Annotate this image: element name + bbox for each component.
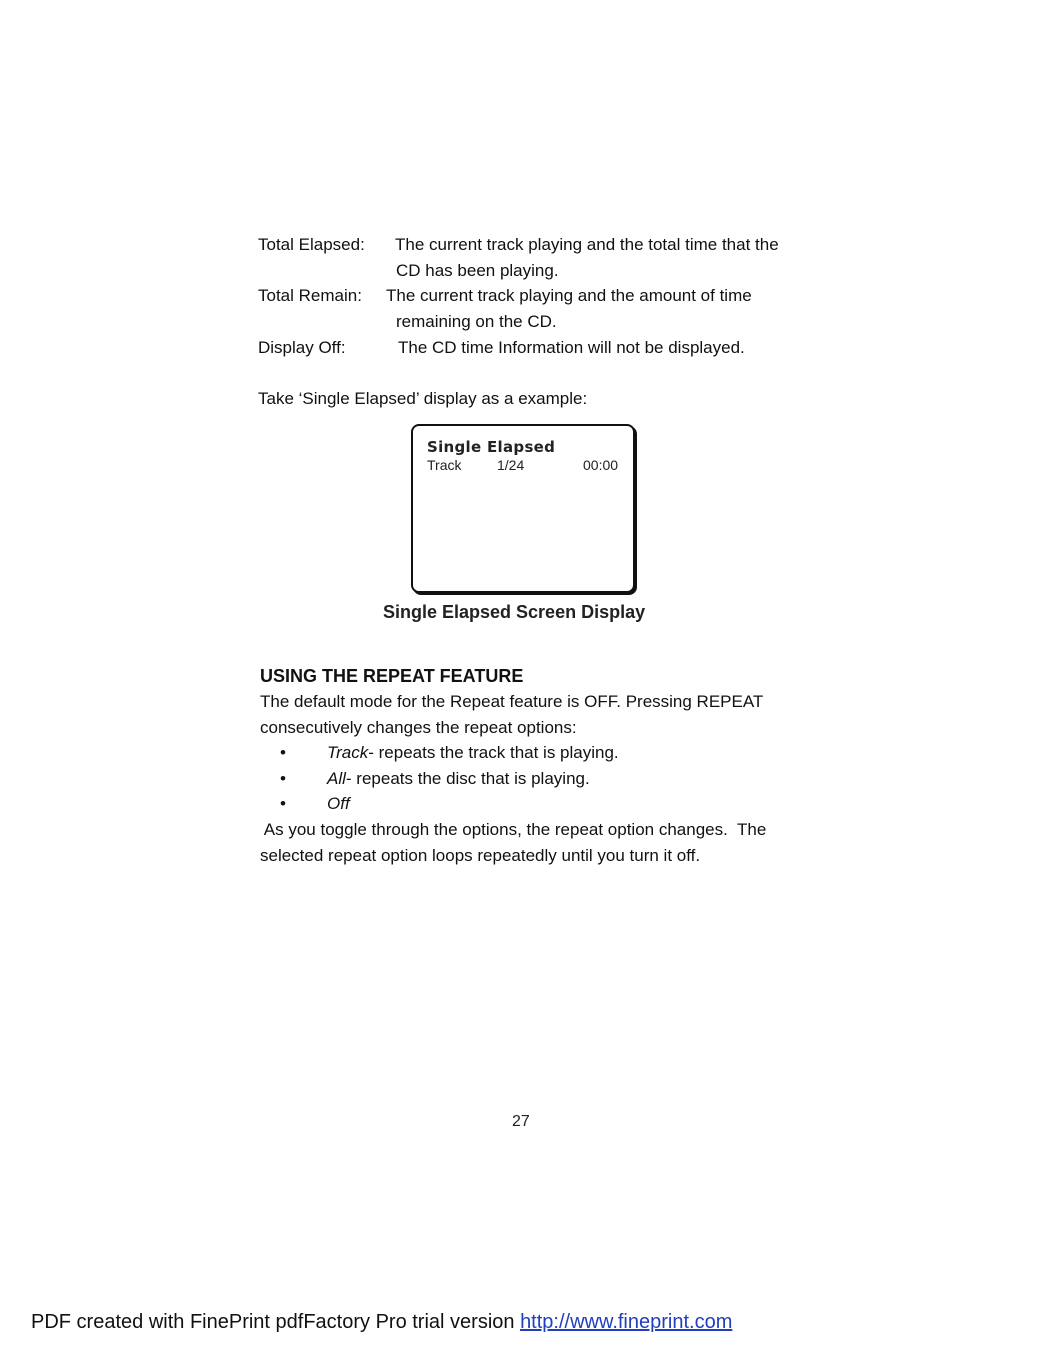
list-item-track [327,740,619,766]
definition-term-total-remain: Total Remain: [258,286,362,305]
definition-desc-total-elapsed-line2: CD has been playing. [396,261,559,280]
section-closing-line1: As you toggle through the options, the repeat option changes. The [260,820,767,839]
definition-term-total-elapsed: Total Elapsed: [258,235,365,254]
option-desc-all: - repeats the disc that is playing. [345,769,590,788]
section-intro-line1: The default mode for the Repeat feature is OFF. Pressing REPEAT [260,692,764,711]
screen-display-illustration [411,424,635,593]
bullet-icon: • [280,794,286,813]
screen-display-time: 00:00 [583,457,619,473]
screen-display-track-label: Track [427,457,462,473]
section-intro-line2: consecutively changes the repeat options: [260,718,577,737]
page-number: 27 [512,1113,530,1130]
bullet-icon: • [280,743,286,762]
section-heading: USING THE REPEAT FEATURE [260,666,524,686]
footer-text: PDF created with FinePrint pdfFactory Pro trial version [31,1311,521,1333]
pdf-footer [31,1311,732,1334]
example-intro: Take ‘Single Elapsed’ display as a example: [258,389,588,408]
definition-desc-display-off: The CD time Information will not be displayed. [398,338,745,357]
list-item-all [327,766,590,792]
section-closing-line2: selected repeat option loops repeatedly until you turn it off. [260,846,701,865]
screen-display-track-value: 1/24 [497,457,525,473]
list-item-off [327,791,350,817]
option-name-off: Off [327,794,350,813]
bullet-icon: • [280,769,286,788]
option-name-track: Track [327,743,369,762]
definition-term-display-off: Display Off: [258,338,346,357]
footer-link[interactable]: http://www.fineprint.com [520,1311,733,1333]
definition-desc-total-elapsed-line1: The current track playing and the total time that the [395,235,779,254]
option-name-all: All [327,769,346,788]
definition-desc-total-remain-line2: remaining on the CD. [396,312,557,331]
screen-display-title: Single Elapsed [427,438,556,456]
figure-caption: Single Elapsed Screen Display [383,602,646,622]
definition-desc-total-remain-line1: The current track playing and the amount of time [386,286,752,305]
option-desc-track: - repeats the track that is playing. [368,743,619,762]
